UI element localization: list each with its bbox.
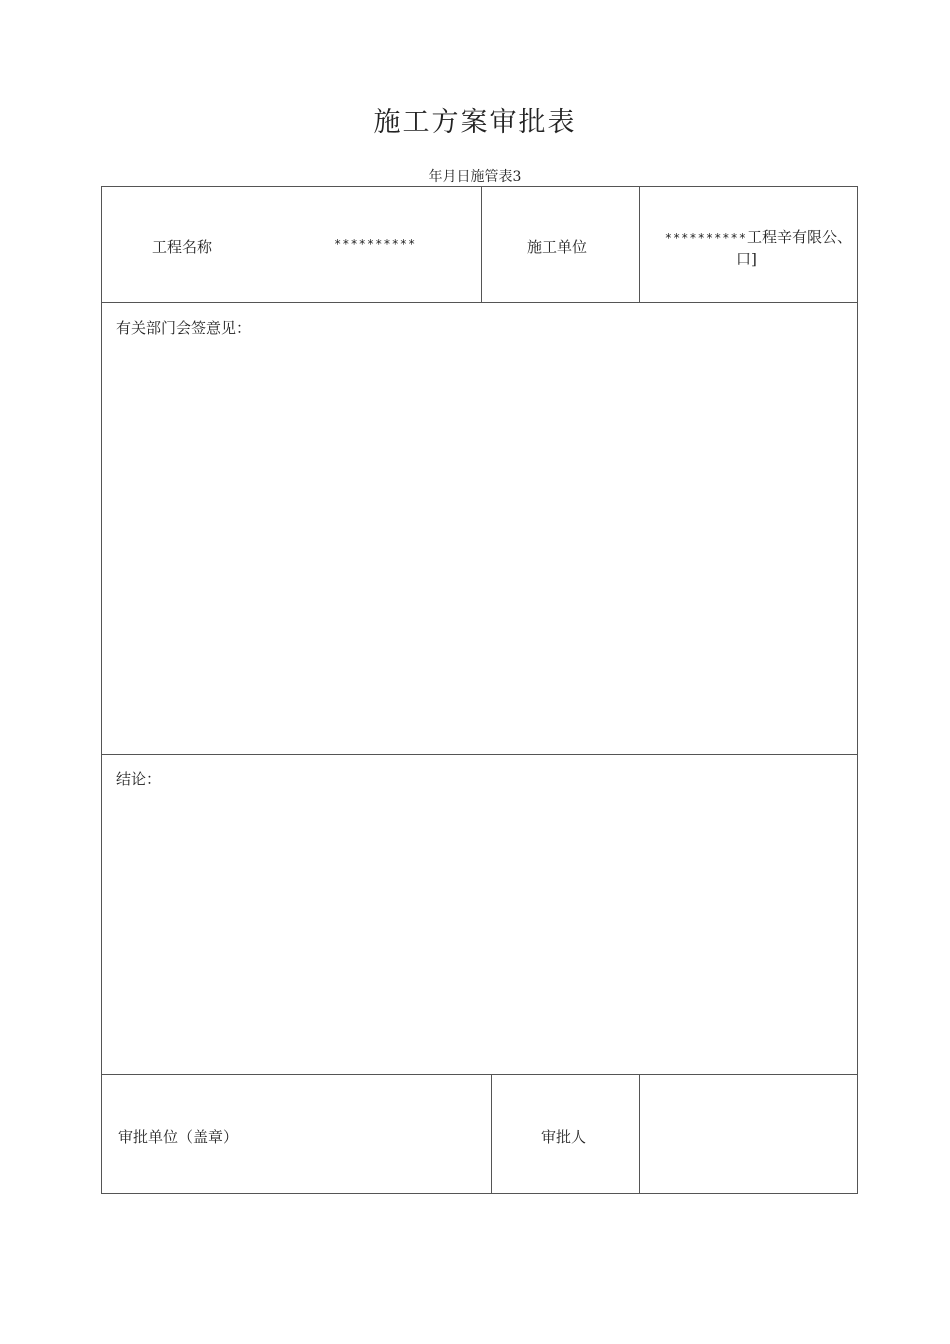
form-code: 年月日施管表3 [428, 169, 522, 185]
column-divider [639, 187, 640, 302]
column-divider [491, 1075, 492, 1194]
page-title: 施工方案审批表 [373, 107, 577, 138]
construction-unit-text: 工程辛有限公、 [746, 228, 852, 246]
project-name-label: 工程名称 [152, 238, 213, 256]
construction-unit-line2: 口] [736, 250, 757, 268]
construction-unit-stars: ********** [664, 231, 747, 245]
approval-form-table [101, 186, 858, 1194]
departments-opinion-section [102, 303, 857, 755]
conclusion-section [102, 755, 857, 1075]
construction-unit-value [647, 227, 852, 270]
column-divider [639, 1075, 640, 1194]
construction-unit-label: 施工单位 [527, 238, 588, 256]
column-divider [481, 187, 482, 302]
approver-label: 审批人 [541, 1128, 587, 1146]
departments-opinion-label: 有关部门会签意见： [116, 319, 252, 337]
approving-unit-label: 审批单位（盖章） [118, 1128, 239, 1146]
header-row [102, 187, 857, 303]
approval-row [102, 1075, 857, 1194]
project-name-value: ********** [334, 237, 417, 251]
conclusion-label: 结论： [116, 770, 162, 788]
